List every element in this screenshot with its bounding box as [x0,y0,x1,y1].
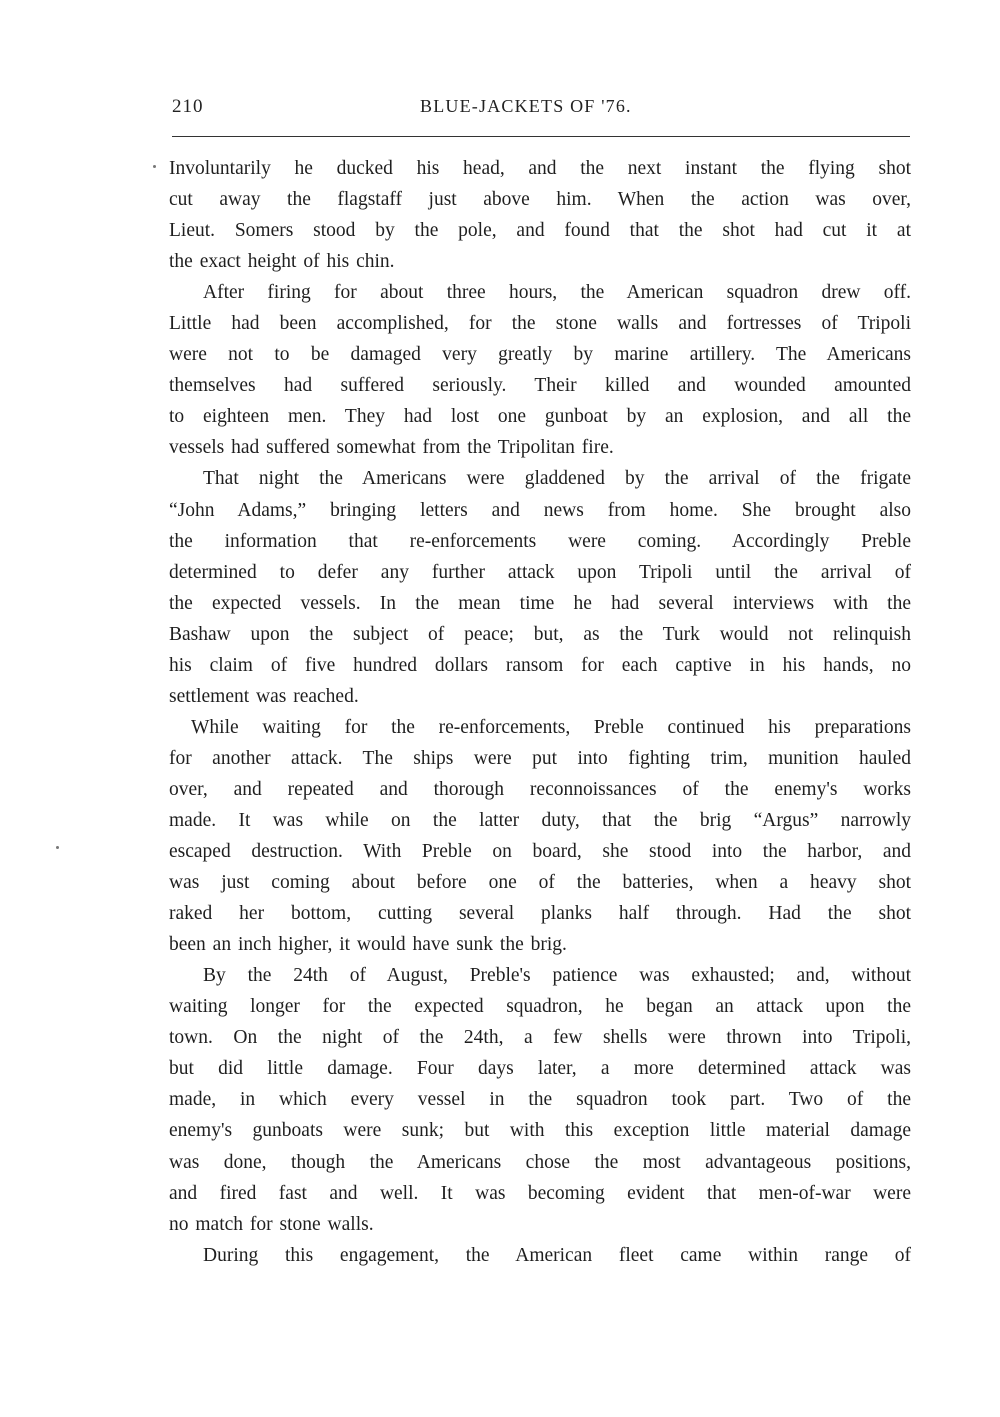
text-line: was done, though the Americans chose the most advantageous positions, [169,1151,911,1173]
text-line: vessels had suffered somewhat from the Tripolitan fire. [169,437,614,459]
text-line: themselves had suffered seriously. Their killed and wounded amounted [169,375,911,397]
text-line: raked her bottom, cutting several planks half through. Had the shot [169,903,911,925]
paragraph-1 [169,153,911,277]
text-line: While waiting for the re-enforcements, Preble continued his preparations [191,716,911,738]
paragraph-3 [169,463,911,711]
text-line: settlement was reached. [169,685,359,707]
text-line: enemy's gunboats were sunk; but with this exception little material damage [169,1120,911,1142]
text-line: the expected vessels. In the mean time he had several interviews with the [169,592,911,614]
text-line: By the 24th of August, Preble's patience was exhausted; and, without [203,965,911,987]
text-line: was just coming about before one of the batteries, when a heavy shot [169,872,911,894]
text-line: waiting longer for the expected squadron, he began an attack upon the [169,996,911,1018]
text-line: made, in which every vessel in the squadron took part. Two of the [169,1089,911,1111]
text-line: for another attack. The ships were put into fighting trim, munition hauled [169,747,911,769]
text-line: Lieut. Somers stood by the pole, and found that the shot had cut it at [169,220,911,242]
page-number: 210 [172,96,204,117]
text-line: to eighteen men. They had lost one gunboat by an explosion, and all the [169,406,911,428]
text-line: During this engagement, the American fleet came within range of [203,1244,911,1266]
paragraph-6 [169,1240,911,1271]
text-line: no match for stone walls. [169,1213,374,1235]
running-head: BLUE-JACKETS OF '76. [420,96,632,116]
text-line: escaped destruction. With Preble on board, she stood into the harbor, and [169,841,911,863]
text-line: the exact height of his chin. [169,251,395,273]
text-line: and fired fast and well. It was becoming evident that men-of-war were [169,1182,911,1204]
text-line: but did little damage. Four days later, a more determined attack was [169,1058,911,1080]
text-line: That night the Americans were gladdened by the arrival of the frigate [203,468,911,490]
text-line: made. It was while on the latter duty, that the brig “Argus” narrowly [169,809,911,831]
text-line: Little had been accomplished, for the stone walls and fortresses of Tripoli [169,313,911,335]
text-line: Involuntarily he ducked his head, and the next instant the flying shot [169,158,911,179]
paragraph-5 [169,960,911,1239]
paragraph-4 [169,712,911,960]
text-line: over, and repeated and thorough reconnoissances of the enemy's works [169,778,911,800]
text-line: Bashaw upon the subject of peace; but, as the Turk would not relinquish [169,623,911,645]
text-line: After firing for about three hours, the American squadron drew off. [203,282,911,304]
paragraph-2 [169,277,911,463]
text-line: town. On the night of the 24th, a few shells were thrown into Tripoli, [169,1027,911,1049]
text-line: been an inch higher, it would have sunk the brig. [169,934,567,956]
header-rule [172,136,910,137]
body-text [169,153,911,1271]
scan-speck [56,846,59,849]
text-line: determined to defer any further attack upon Tripoli until the arrival of [169,561,911,583]
text-line: his claim of five hundred dollars ransom for each captive in his hands, no [169,654,911,676]
text-line: were not to be damaged very greatly by marine artillery. The Americans [169,344,911,366]
text-line: “John Adams,” bringing letters and news from home. She brought also [169,499,911,521]
scan-speck [153,165,156,168]
text-line: cut away the flagstaff just above him. When the action was over, [169,189,911,211]
text-line: the information that re-enforcements were coming. Accordingly Preble [169,530,911,552]
